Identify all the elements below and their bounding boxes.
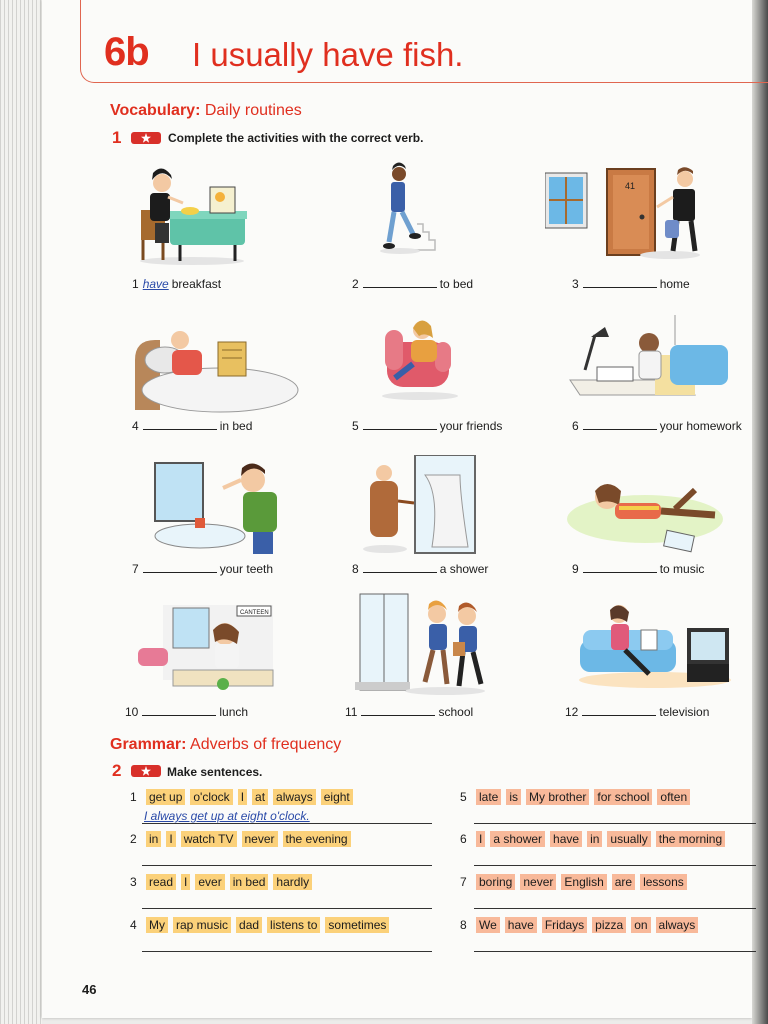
vocab-item-2: 2 to bed: [352, 277, 474, 291]
answer-line-7[interactable]: [474, 908, 756, 909]
sentence-row-6: [460, 831, 730, 847]
word-chip: watch TV: [181, 831, 237, 847]
word-chip: I: [476, 831, 485, 847]
sentence-row-7: [460, 874, 692, 890]
word-chip: boring: [476, 874, 515, 890]
sentence-number: 6: [460, 832, 467, 846]
grammar-heading-bold: Grammar:: [110, 736, 187, 753]
answer-line-3[interactable]: [142, 908, 432, 909]
difficulty-star-icon: [131, 765, 161, 777]
answer-line-2[interactable]: [142, 865, 432, 866]
difficulty-star-icon: [131, 132, 161, 144]
page-number: 46: [82, 982, 97, 997]
word-chip: for school: [594, 789, 652, 805]
picture-listening-to-music: [565, 475, 730, 555]
sentence-row-5: [460, 789, 695, 805]
vocab-item-1: 1 have breakfast: [132, 277, 222, 291]
answer-line-5[interactable]: [474, 823, 756, 824]
sentence-row-1: [130, 789, 358, 805]
word-chip: My brother: [526, 789, 589, 805]
picture-phoning-friends: [375, 312, 465, 402]
word-chip: read: [146, 874, 176, 890]
word-chip: pizza: [592, 917, 626, 933]
exercise-1-instruction: Complete the activities with the correct verb.: [168, 131, 424, 145]
word-chip: lessons: [640, 874, 687, 890]
word-chip: in: [146, 831, 161, 847]
answer-line-4[interactable]: [142, 951, 432, 952]
grammar-heading-topic: Adverbs of frequency: [186, 736, 342, 753]
vocabulary-heading: [110, 102, 302, 120]
word-chip: I: [238, 789, 247, 805]
word-chip: on: [631, 917, 650, 933]
exercise-2-instruction: Make sentences.: [167, 765, 263, 779]
word-chip: eight: [321, 789, 353, 805]
sentence-row-2: [130, 831, 356, 847]
answer-line-8[interactable]: [474, 951, 756, 952]
word-chip: at: [252, 789, 268, 805]
word-chip: I: [181, 874, 190, 890]
vocab-blank-5[interactable]: [363, 419, 437, 430]
sentence-number: 3: [130, 875, 137, 889]
sentence-number: 7: [460, 875, 467, 889]
word-chip: always: [273, 789, 316, 805]
vocab-item-8: 8 a shower: [352, 562, 489, 576]
word-chip: Fridays: [542, 917, 587, 933]
word-chip: hardly: [273, 874, 312, 890]
vocab-item-12: 12 television: [565, 705, 710, 719]
vocab-blank-6[interactable]: [583, 419, 657, 430]
vocab-blank-9[interactable]: [583, 562, 657, 573]
vocab-item-11: 11 school: [345, 705, 474, 719]
word-chip: never: [242, 831, 278, 847]
vocab-answer-1[interactable]: have: [142, 277, 169, 291]
vocab-item-10: 10 lunch: [125, 705, 249, 719]
sentence-row-4: [130, 917, 394, 933]
sentence-row-3: [130, 874, 317, 890]
sentence-answer-1[interactable]: I always get up at eight o'clock.: [144, 809, 310, 823]
word-chip: is: [506, 789, 521, 805]
vocab-blank-3[interactable]: [583, 277, 657, 288]
book-spine-shadow: [752, 0, 768, 1024]
vocab-blank-8[interactable]: [363, 562, 437, 573]
word-chip: are: [612, 874, 635, 890]
word-chip: late: [476, 789, 501, 805]
sentence-number: 4: [130, 918, 137, 932]
unit-number: 6b: [104, 30, 149, 74]
word-chip: have: [505, 917, 537, 933]
unit-title: I usually have fish.: [192, 36, 464, 73]
exercise-1-number: 1: [112, 128, 122, 147]
word-chip: We: [476, 917, 500, 933]
picture-doing-homework: [565, 315, 730, 405]
word-chip: always: [656, 917, 699, 933]
vocab-blank-12[interactable]: [582, 705, 656, 716]
word-chip: sometimes: [325, 917, 389, 933]
word-chip: listens to: [267, 917, 320, 933]
vocab-item-5: 5 your friends: [352, 419, 503, 433]
vocab-blank-2[interactable]: [363, 277, 437, 288]
picture-watching-television: [575, 600, 735, 690]
sentence-row-8: [460, 917, 703, 933]
picture-reading-in-bed: [130, 320, 300, 415]
vocab-blank-11[interactable]: [361, 705, 435, 716]
sentence-number: 2: [130, 832, 137, 846]
book-page-edges: [0, 0, 42, 1024]
word-chip: the morning: [656, 831, 725, 847]
word-chip: I: [166, 831, 175, 847]
vocab-item-4: 4 in bed: [132, 419, 253, 433]
picture-going-to-bed: [375, 160, 445, 255]
word-chip: rap music: [173, 917, 231, 933]
door-number: 41: [625, 181, 636, 191]
word-chip: the evening: [283, 831, 351, 847]
sentence-number: 8: [460, 918, 467, 932]
word-chip: have: [550, 831, 582, 847]
word-chip: English: [561, 874, 606, 890]
sentence-number: 5: [460, 790, 467, 804]
canteen-sign: CANTEEN: [240, 610, 269, 616]
vocabulary-heading-topic: Daily routines: [200, 102, 302, 119]
vocab-item-3: 3 home: [572, 277, 690, 291]
answer-line-1[interactable]: [142, 823, 432, 824]
word-chip: often: [657, 789, 690, 805]
word-chip: in bed: [230, 874, 269, 890]
word-chip: in: [587, 831, 602, 847]
word-chip: usually: [607, 831, 650, 847]
word-chip: a shower: [490, 831, 545, 847]
exercise-2-number: 2: [112, 761, 122, 780]
vocab-blank-10[interactable]: [142, 705, 216, 716]
word-chip: My: [146, 917, 168, 933]
vocabulary-heading-bold: Vocabulary:: [110, 102, 201, 119]
picture-having-breakfast: [135, 165, 250, 265]
word-chip: never: [520, 874, 556, 890]
picture-brushing-teeth: [145, 458, 290, 558]
grammar-heading: [110, 736, 341, 754]
vocab-item-7: 7 your teeth: [132, 562, 274, 576]
picture-having-a-shower: [360, 455, 480, 555]
vocab-blank-4[interactable]: [143, 419, 217, 430]
picture-having-lunch: [133, 600, 278, 700]
picture-going-home: [545, 165, 715, 260]
word-chip: ever: [195, 874, 224, 890]
vocab-item-9: 9 to music: [572, 562, 705, 576]
word-chip: dad: [236, 917, 262, 933]
answer-line-6[interactable]: [474, 865, 756, 866]
word-chip: o'clock: [190, 789, 232, 805]
vocab-item-6: 6 your homework: [572, 419, 742, 433]
sentence-number: 1: [130, 790, 137, 804]
word-chip: get up: [146, 789, 185, 805]
picture-going-to-school: [355, 592, 490, 697]
vocab-blank-7[interactable]: [143, 562, 217, 573]
